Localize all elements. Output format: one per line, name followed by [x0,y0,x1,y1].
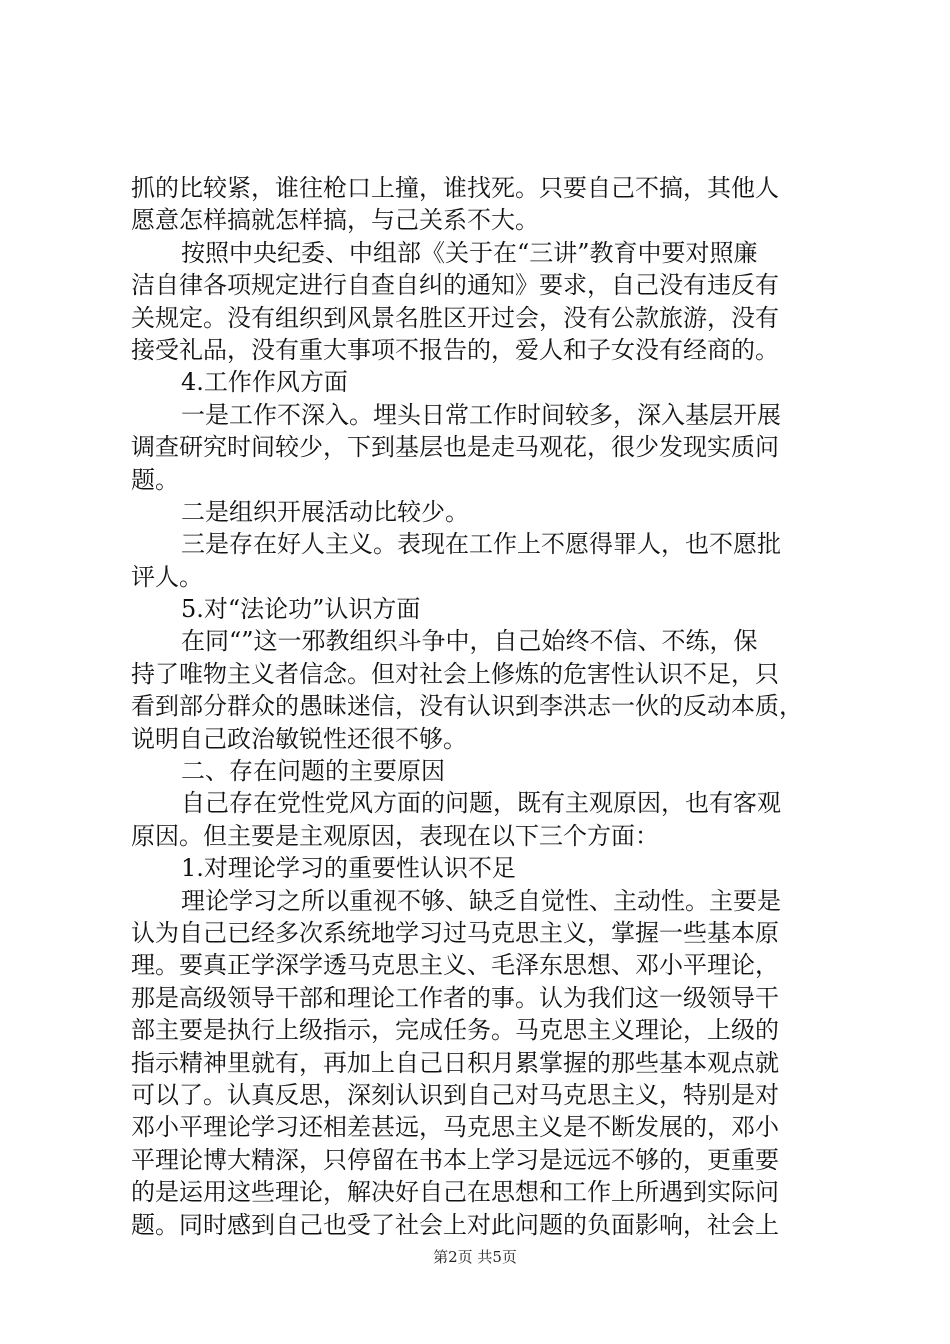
text-line: 认为自己已经多次系统地学习过马克思主义，掌握一些基本原 [131,918,779,947]
text-line: 洁自律各项规定进行自查自纠的通知》要求，自己没有违反有 [131,271,779,300]
text-line: 说明自己政治敏锐性还很不够。 [131,724,467,753]
text-line: 三是存在好人主义。表现在工作上不愿得罪人，也不愿批 [181,530,781,559]
text-line: 平理论博大精深，只停留在书本上学习是远远不够的，更重要 [131,1145,779,1174]
page-footer: 第2页 共5页 [433,1248,517,1266]
text-line: 按照中央纪委、中组部《关于在“三讲”教育中要对照廉 [181,238,758,267]
text-line: 关规定。没有组织到风景名胜区开过会，没有公款旅游，没有 [131,303,779,332]
text-line: 一是工作不深入。埋头日常工作时间较多，深入基层开展 [181,400,781,429]
text-line: 抓的比较紧，谁往枪口上撞，谁找死。只要自己不搞，其他人 [131,174,779,202]
text-line: 4.工作作风方面 [181,368,348,397]
text-line: 评人。 [131,562,203,591]
text-line: 5.对“法论功”认识方面 [181,595,421,624]
text-line: 部主要是执行上级指示，完成任务。马克思主义理论，上级的 [131,1016,779,1045]
text-line: 二是组织开展活动比较少。 [181,497,469,526]
text-line: 持了唯物主义者信念。但对社会上修炼的危害性认识不足，只 [131,659,779,688]
text-line: 理论学习之所以重视不够、缺乏自觉性、主动性。主要是 [181,886,781,915]
text-line: 题。 [131,465,179,494]
text-line: 接受礼品，没有重大事项不报告的，爱人和子女没有经商的。 [131,335,779,364]
text-line: 的是运用这些理论，解决好自己在思想和工作上所遇到实际问 [131,1178,779,1207]
text-line: 那是高级领导干部和理论工作者的事。认为我们这一级领导干 [131,983,779,1012]
text-line: 调查研究时间较少，下到基层也是走马观花，很少发现实质问 [131,433,779,462]
text-line: 在同“”这一邪教组织斗争中，自己始终不信、不练，保 [181,627,758,656]
text-line: 看到部分群众的愚昧迷信，没有认识到李洪志一伙的反动本质， [131,692,803,721]
text-line: 二、存在问题的主要原因 [181,757,445,786]
document-body [131,172,833,1241]
text-line: 愿意怎样搞就怎样搞，与己关系不大。 [131,206,539,235]
text-line: 理。要真正学深学透马克思主义、毛泽东思想、邓小平理论， [131,951,779,980]
text-line: 自己存在党性党风方面的问题，既有主观原因，也有客观 [181,789,781,818]
text-line: 原因。但主要是主观原因，表现在以下三个方面： [131,821,659,850]
text-line: 题。同时感到自己也受了社会上对此问题的负面影响，社会上 [131,1210,779,1239]
text-line: 1.对理论学习的重要性认识不足 [181,854,516,883]
text-line: 指示精神里就有，再加上自己日积月累掌握的那些基本观点就 [131,1048,779,1077]
text-line: 邓小平理论学习还相差甚远，马克思主义是不断发展的，邓小 [131,1113,779,1142]
text-line: 可以了。认真反思，深刻认识到自己对马克思主义，特别是对 [131,1080,779,1109]
